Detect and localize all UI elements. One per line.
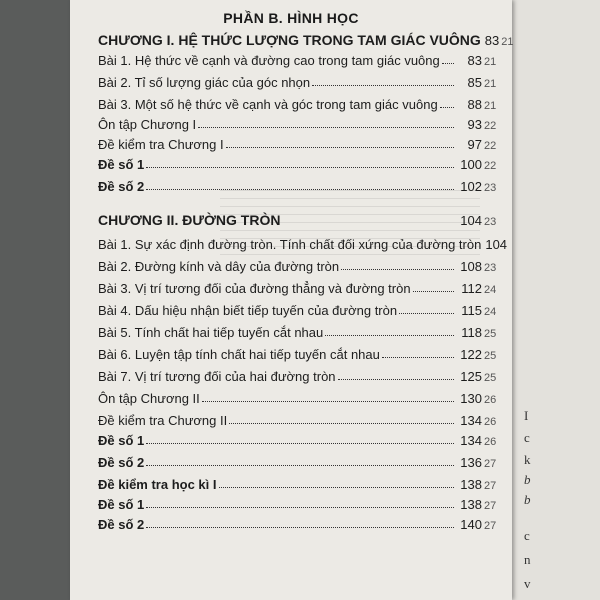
entry-label: Bài 7. Vị trí tương đối của hai đường tròn [98,369,336,384]
page-number-secondary: 22 [484,140,497,152]
dot-leader [219,487,455,488]
side-letter: c [524,430,530,445]
side-letter: I [524,408,529,423]
page-number-secondary: 21 [484,78,497,90]
toc-entry [98,114,506,132]
chapter-title: CHƯƠNG II. ĐƯỜNG TRÒN [98,212,281,228]
page-number-secondary: 21 [501,36,514,48]
toc-entry [98,94,506,112]
page-number-secondary: 22 [484,160,497,172]
entry-label: Bài 2. Đường kính và dây của đường tròn [98,259,340,274]
page-number-secondary: 26 [484,416,497,428]
entry-label: Bài 2. Tỉ số lượng giác của góc nhọn [98,75,311,90]
chapter-title-row [98,30,514,48]
page-number: 88 [467,97,482,112]
toc-entry [98,256,506,274]
dot-leader [282,223,454,224]
side-letter: b [524,472,531,487]
dot-leader [341,269,454,270]
dot-leader [382,357,454,358]
page-number: 115 [461,303,482,318]
page-number-secondary: 27 [484,480,497,492]
chapter-title-row [98,210,506,228]
toc-entry [98,514,506,532]
page-number: 102 [460,179,482,194]
page-number-secondary: 26 [484,394,497,406]
toc-entry [98,430,506,448]
entry-label: Đề số 2 [98,517,145,532]
toc-entry [98,366,506,384]
entry-label: Đề số 1 [98,157,145,172]
adjacent-page [512,0,600,600]
toc-entry [98,494,506,512]
page-number: 138 [460,497,482,512]
page-number-secondary: 25 [484,328,497,340]
dot-leader [399,313,454,314]
page-number-secondary: 27 [484,520,497,532]
page-number-secondary: 24 [484,306,497,318]
page-header: PHẦN B. HÌNH HỌC [223,10,359,26]
toc-entry [98,322,506,340]
page-number: 93 [467,117,482,132]
dot-leader [413,291,454,292]
page-number: 122 [460,347,482,362]
page-number: 138 [460,477,482,492]
entry-label: Bài 6. Luyện tập tính chất hai tiếp tuyến cắt nhau [98,347,380,362]
entry-label: Bài 5. Tính chất hai tiếp tuyến cắt nhau [98,325,324,340]
page-number-secondary: 23 [484,216,497,228]
dot-leader [198,127,454,128]
page-number: 118 [461,325,482,340]
toc-entry [98,278,506,296]
side-letter: n [524,552,531,567]
dot-leader [442,63,454,64]
dot-leader [338,379,454,380]
entry-label: Ôn tập Chương II [98,391,200,406]
page-number-secondary: 26 [484,436,497,448]
page-number: 83 [484,33,500,48]
toc-entry [98,452,506,470]
page-number-secondary: 25 [484,350,497,362]
entry-label: Đề số 2 [98,455,145,470]
toc-entry [98,300,506,318]
page-number: 134 [460,433,482,448]
entry-label: Đề kiểm tra học kì I [98,477,217,492]
side-letter: k [524,452,531,467]
dot-leader [146,167,454,168]
toc-entry [98,154,506,172]
page-number: 125 [460,369,482,384]
dot-leader [202,401,454,402]
toc-entry [98,410,506,428]
toc-entry [98,134,506,152]
page-number-secondary: 21 [484,56,497,68]
page-number: 140 [460,517,482,532]
side-letter: v [524,576,531,591]
entry-label: Đề số 2 [98,179,145,194]
side-letter: b [524,492,531,507]
dot-leader [146,507,454,508]
page-number-secondary: 22 [484,120,497,132]
dot-leader [146,189,454,190]
dot-leader [146,527,454,528]
side-letter: c [524,528,530,543]
dot-leader [146,465,454,466]
toc-entry [98,50,506,68]
entry-label: Ôn tập Chương I [98,117,197,132]
page-number: 104 [460,213,482,228]
page-number: 108 [460,259,482,274]
page-number: 136 [460,455,482,470]
entry-label: Đề số 1 [98,497,145,512]
page-number-secondary: 25 [484,372,497,384]
dot-leader [226,147,454,148]
page-number-secondary: 21 [484,100,497,112]
page-number: 83 [467,53,482,68]
toc-entry [98,474,506,492]
toc-entry [98,176,506,194]
page-number-secondary: 27 [484,458,497,470]
entry-label: Bài 1. Hệ thức về cạnh và đường cao trong tam giác vuông [98,53,440,68]
entry-label: Đề kiểm tra Chương II [98,413,228,428]
entry-label: Đề kiểm tra Chương I [98,137,224,152]
entry-label: Bài 1. Sự xác định đường tròn. Tính chất đối xứng của đường tròn [98,237,482,252]
page-number: 104 [485,237,508,252]
page-number-secondary: 24 [484,284,497,296]
entry-label: Bài 4. Dấu hiệu nhận biết tiếp tuyến của đường tròn [98,303,398,318]
page-number: 85 [467,75,482,90]
entry-label: Bài 3. Vị trí tương đối của đường thẳng và đường tròn [98,281,411,296]
toc-page [70,0,512,600]
page-number: 134 [460,413,482,428]
page-number-secondary: 23 [484,182,497,194]
page-number: 97 [467,137,482,152]
toc-entry [98,388,506,406]
toc-entry [98,234,506,252]
page-number: 112 [461,281,482,296]
entry-label: Bài 3. Một số hệ thức về cạnh và góc trong tam giác vuông [98,97,438,112]
entry-label: Đề số 1 [98,433,145,448]
page-number-secondary [507,240,509,252]
page-number: 130 [460,391,482,406]
dot-leader [312,85,454,86]
toc-entry [98,344,506,362]
dot-leader [325,335,454,336]
chapter-title: CHƯƠNG I. HỆ THỨC LƯỢNG TRONG TAM GIÁC VUÔNG [98,32,481,48]
dot-leader [229,423,454,424]
toc-entry [98,72,506,90]
page-number: 100 [460,157,482,172]
page-number-secondary: 23 [484,262,497,274]
page-number-secondary: 27 [484,500,497,512]
dot-leader [440,107,454,108]
dot-leader [146,443,454,444]
